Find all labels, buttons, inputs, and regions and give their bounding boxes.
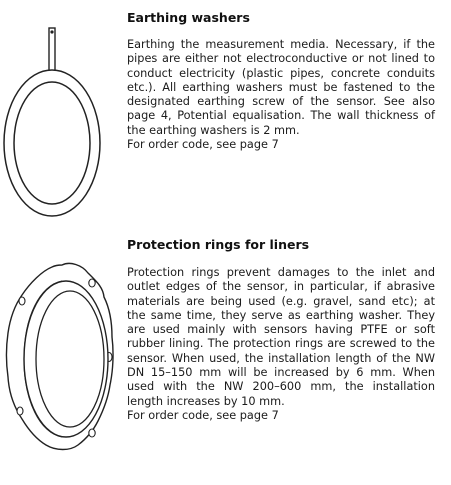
- earthing-washers-title: Earthing washers: [127, 10, 250, 25]
- ring-bolt-hole: [19, 297, 25, 305]
- ring-bolt-hole: [17, 407, 23, 415]
- protection-rings-description: Protection rings prevent damages to the inlet and outlet edges of the sensor, in particular, if abrasive materials are being used (e.g. gravel, sand etc); at the same time, they serve as earthing washer. They are used mainly with sensors having PTFE or soft rubber lining. The protection rings are screwed to the sensor. When used, the installation length of the NW DN 15–150 mm will be increased by 6 mm. When used with the NW 200–600 mm, the installation length increases by 10 mm.: [127, 266, 435, 408]
- washer-tab-hole: [50, 30, 53, 33]
- protection-rings-order-code: For order code, see page 7: [127, 408, 279, 422]
- ring-bolt-hole: [89, 279, 95, 287]
- earthing-washer-illustration: [0, 0, 120, 225]
- protection-ring-illustration: [0, 225, 122, 475]
- protection-rings-section: [0, 225, 451, 485]
- washer-tab: [49, 28, 55, 72]
- protection-rings-title: Protection rings for liners: [127, 237, 310, 252]
- ring-bolt-hole: [89, 429, 95, 437]
- earthing-washers-order-code: For order code, see page 7: [127, 138, 279, 152]
- ring-bore-inner: [36, 291, 104, 427]
- protection-rings-text: [127, 237, 435, 423]
- earthing-washers-section: [0, 0, 451, 225]
- washer-inner-ring: [14, 82, 90, 204]
- earthing-washers-description: Earthing the measurement media. Necessary, if the pipes are either not electroconductive or not lined to conduct electricity (plastic pipes, concrete conduits etc.). All earthing washers must be fastened to the designated earthing screw of the sensor. See also page 4, Potential equalisation. The wall thickness of the earthing washers is 2 mm.: [127, 38, 435, 137]
- earthing-washers-text: [127, 10, 435, 152]
